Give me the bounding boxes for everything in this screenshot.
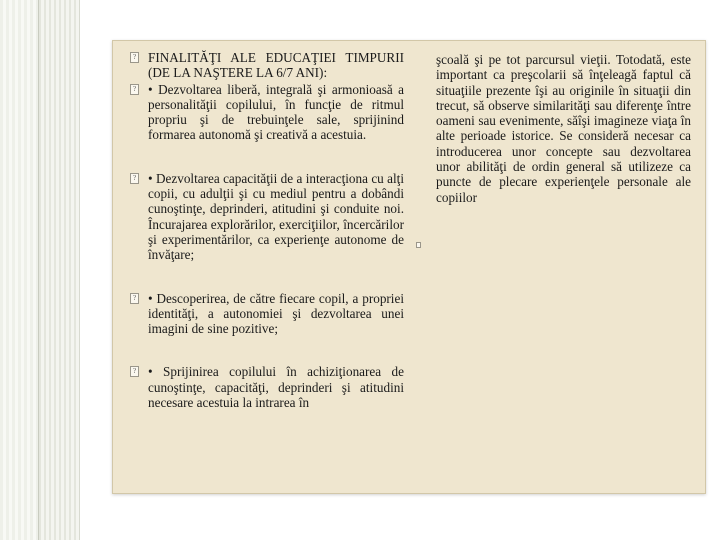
left-text-column <box>130 50 404 410</box>
right-text-column <box>436 52 691 205</box>
bullet-marker-icon: ? <box>130 173 139 184</box>
left-decorative-border <box>38 0 80 540</box>
bullet-text: • Dezvoltarea liberă, integrală şi armonioasă a personalităţii copilului, în funcţie de ritmul propriu şi de trebuinţele sale, sprijinind formarea autonomă şi creativă a acestuia. <box>148 81 404 143</box>
bullet-item <box>130 82 404 143</box>
bullet-item <box>130 291 404 337</box>
bullet-text: • Dezvoltarea capacităţii de a interacţiona cu alţi copii, cu adulţii şi cu mediul pentru a dobândi cunoştinţe, deprinderi, atitudini şi conduite noi. Încurajarea explorărilor, exerciţiilor, încercărilor şi experimentărilor, ca experienţe autonome de învăţare; <box>148 170 404 263</box>
bullet-text: • Descoperirea, de către fiecare copil, a propriei identităţi, a autonomiei şi dezvoltarea unei imagini de sine pozitive; <box>148 290 404 337</box>
bullet-item <box>130 364 404 410</box>
bullet-text: FINALITĂŢI ALE EDUCAŢIEI TIMPURII (DE LA NAŞTERE LA 6/7 ANI): <box>148 50 404 81</box>
bullet-marker-icon: ? <box>130 293 139 304</box>
bullet-marker-icon: ? <box>130 84 139 95</box>
bullet-marker-icon: ? <box>130 366 139 377</box>
continued-paragraph <box>436 52 691 205</box>
column-bullet-marker-icon <box>416 242 421 248</box>
bullet-text: • Sprijinirea copilului în achiziţionarea de cunoştinţe, capacităţi, deprinderi şi atitudini necesare acestuia la intrarea în <box>148 364 404 411</box>
left-decorative-stripe <box>0 0 78 540</box>
bullet-item <box>130 171 404 263</box>
bullet-item-heading <box>130 50 404 81</box>
bullet-marker-icon: ? <box>130 52 139 63</box>
paragraph-text: şcoală şi pe tot parcursul vieţii. Totodată, este important ca preşcolarii să înţeleagă faptul că situaţiile prezente îşi au originile în situaţii din trecut, să observe similarităţi sau diferenţe între oameni sau evenimente, săîşi imagineze viaţa în alte perioade istorice. Se consideră necesar ca introducerea unor concepte sau dezvoltarea unor abilităţi de ordin general să utilizeze ca puncte de plecare experienţele personale ale copiilor <box>436 52 691 205</box>
